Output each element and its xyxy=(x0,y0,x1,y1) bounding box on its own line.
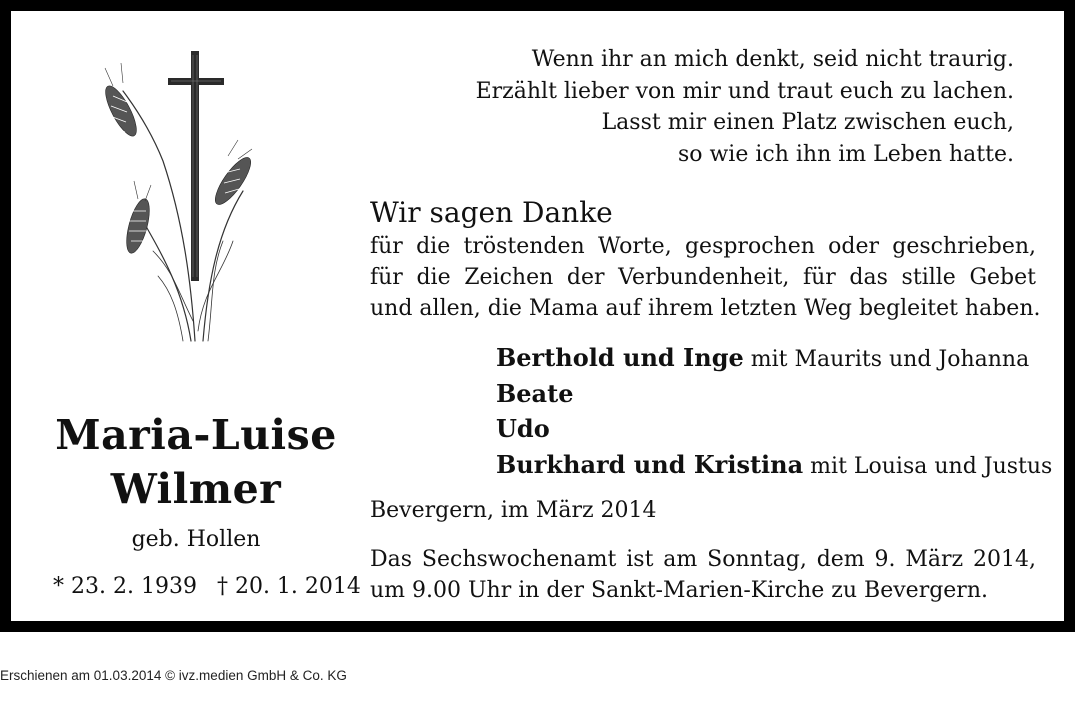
family-name: Burkhard und Kristina xyxy=(496,449,804,479)
service-line: Das Sechswochenamt ist am Sonntag, dem 9. März 2014, xyxy=(370,547,1036,572)
thanks-line: für die Zeichen der Verbundenheit, für das stille Gebet xyxy=(370,265,1036,290)
poem-line: Lasst mir einen Platz zwischen euch, xyxy=(601,110,1014,135)
service-announcement xyxy=(370,544,1036,606)
family-name: Berthold und Inge xyxy=(496,343,744,372)
poem xyxy=(476,44,1014,170)
thanks-text xyxy=(370,231,1041,324)
thanks-line: für die tröstenden Worte, gesprochen oder geschrieben, xyxy=(370,234,1036,259)
maiden-name: geb. Hollen xyxy=(131,527,261,552)
family-entry xyxy=(496,341,1052,377)
family-children: mit Maurits und Johanna xyxy=(743,347,1030,372)
thanks-heading: Wir sagen Danke xyxy=(370,196,613,229)
place-date: Bevergern, im März 2014 xyxy=(370,498,657,523)
service-line: um 9.00 Uhr in der Sankt-Marien-Kirche zu Bevergern. xyxy=(370,578,988,603)
deceased-first-name: Maria-Luise xyxy=(55,411,337,459)
cross-with-wheat-icon xyxy=(83,41,283,351)
family-name: Udo xyxy=(496,414,550,443)
death-date: † 20. 1. 2014 xyxy=(216,574,361,599)
family-name: Beate xyxy=(496,378,574,408)
publication-footer: Erschienen am 01.03.2014 © ivz.medien GmbH & Co. KG xyxy=(0,668,347,683)
poem-line: Erzählt lieber von mir und traut euch zu lachen. xyxy=(475,78,1014,104)
poem-line: Wenn ihr an mich denkt, seid nicht traurig. xyxy=(531,47,1014,72)
deceased-last-name: Wilmer xyxy=(110,465,282,513)
family-entry xyxy=(496,377,1052,413)
poem-line: so wie ich ihn im Leben hatte. xyxy=(677,141,1014,167)
life-dates xyxy=(53,572,361,602)
family-entry xyxy=(496,412,1052,448)
family-children: mit Louisa und Justus xyxy=(803,453,1053,479)
family-list xyxy=(496,341,1052,483)
thanks-line: und allen, die Mama auf ihrem letzten Weg begleitet haben. xyxy=(370,296,1041,321)
family-entry xyxy=(496,448,1052,484)
birth-date: * 23. 2. 1939 xyxy=(53,574,197,599)
